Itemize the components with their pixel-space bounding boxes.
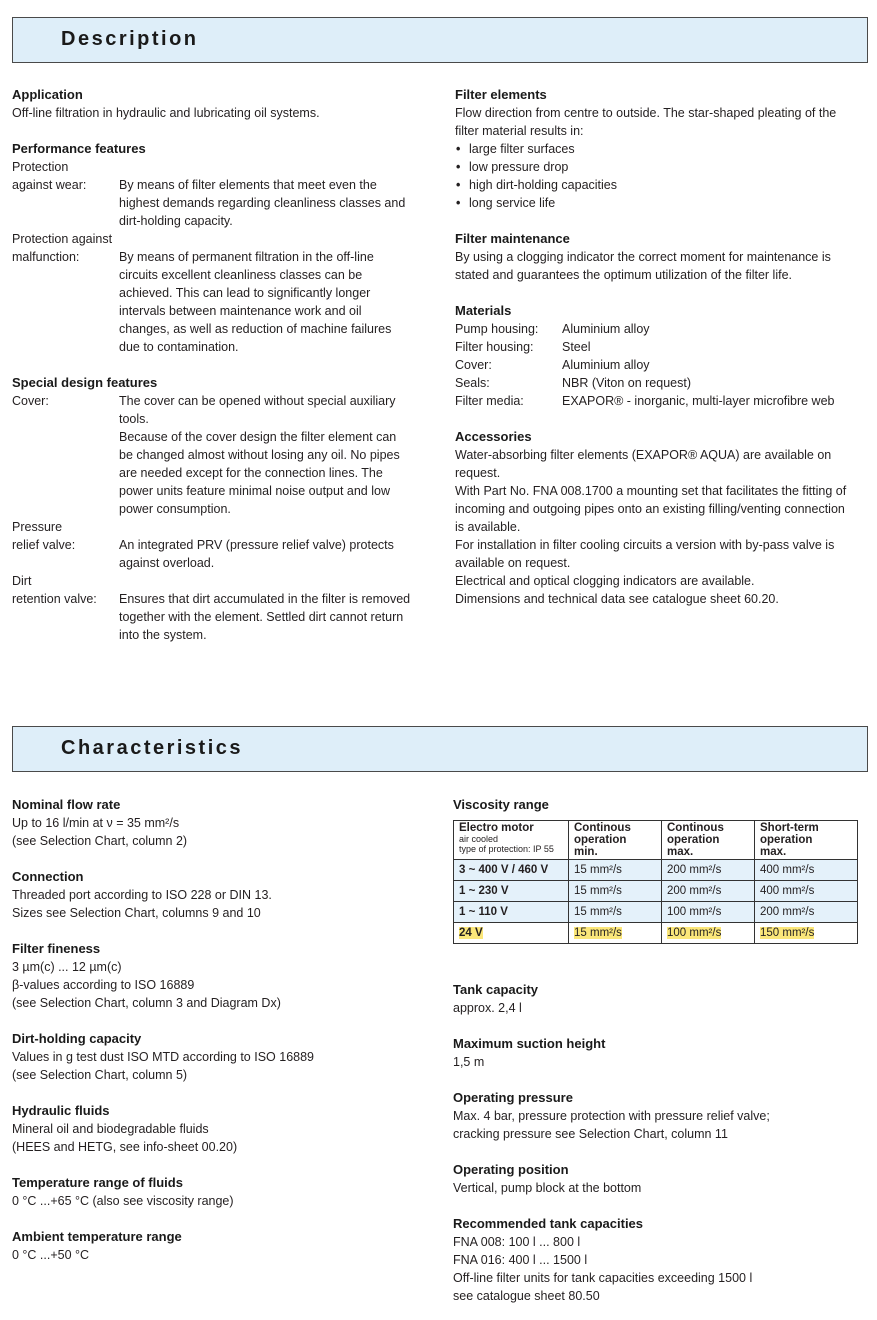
dirt-label-1: Dirt: [12, 574, 32, 588]
char-section: [12, 1102, 432, 1156]
header-line: operation: [667, 834, 720, 846]
fluid-temperature-heading: Temperature range of fluids: [12, 1175, 183, 1190]
special-item-cover: [12, 392, 412, 518]
filter-elements-text: Flow direction from centre to outside. The star-shaped pleating of the filter material results in:: [455, 106, 837, 138]
char-section: [453, 1089, 863, 1143]
materials-row: [455, 392, 857, 410]
accessories-paragraph: For installation in filter cooling circuits a version with by-pass valve is available on request.: [455, 538, 835, 570]
motor-cell: 1 ~ 110 V: [454, 902, 569, 923]
special-item-dirt: [12, 572, 412, 644]
performance-item-wear: [12, 158, 412, 230]
char-section: [12, 1228, 432, 1264]
prv-label-2: relief valve:: [12, 538, 76, 552]
cover-value-2: Because of the cover design the filter element can be changed almost without losing any oil. No pipes are needed except for the connection lines. The power units feature minimal noise output and low power consumption.: [119, 430, 400, 516]
malfunction-label-1: Protection against: [12, 232, 113, 246]
max-cell: 100 mm²/s: [662, 902, 755, 923]
char-line: Values in g test dust ISO MTD according to ISO 16889: [12, 1050, 315, 1064]
char-line: see catalogue sheet 80.50: [453, 1289, 600, 1303]
characteristics-banner: [12, 726, 868, 772]
table-row: [454, 902, 858, 923]
performance-item-malfunction: [12, 230, 412, 356]
accessories-paragraph: With Part No. FNA 008.1700 a mounting set that facilitates the fitting of incoming and outgoing pipes onto an existing filling/venting connection is available.: [455, 484, 847, 534]
char-section: [12, 940, 432, 1012]
materials-row: [455, 320, 857, 338]
suction-height-heading: Maximum suction height: [453, 1036, 606, 1051]
motor-header-title: Electro motor: [459, 822, 534, 834]
char-line: Vertical, pump block at the bottom: [453, 1181, 642, 1195]
filter-fineness-heading: Filter fineness: [12, 941, 101, 956]
max-cell-highlight: 100 mm²/s: [667, 927, 722, 939]
header-line: Short-term: [760, 822, 819, 834]
operating-pressure-heading: Operating pressure: [453, 1090, 573, 1105]
description-left-column: [12, 86, 412, 644]
accessories-paragraph: Water-absorbing filter elements (EXAPOR® AQUA) are available on request.: [455, 448, 832, 480]
flow-rate-heading: Nominal flow rate: [12, 797, 121, 812]
characteristics-left-column: [12, 796, 432, 1264]
malfunction-label-2: malfunction:: [12, 250, 80, 264]
short-cell: 400 mm²/s: [755, 881, 858, 902]
materials-row: [455, 356, 857, 374]
material-value: Aluminium alloy: [562, 358, 650, 372]
header-line: operation: [574, 834, 627, 846]
motor-cell: 1 ~ 230 V: [454, 881, 569, 902]
special-item-prv: [12, 518, 412, 572]
motor-header-sub2: type of protection: IP 55: [459, 844, 554, 854]
material-value: EXAPOR® - inorganic, multi-layer microfibre web: [562, 394, 835, 408]
short-cell-highlight: 150 mm²/s: [760, 927, 815, 939]
char-line: Off-line filter units for tank capacities exceeding 1500 l: [453, 1271, 753, 1285]
char-line: approx. 2,4 l: [453, 1001, 522, 1015]
wear-label-2: against wear:: [12, 178, 87, 192]
material-label: Pump housing:: [455, 322, 539, 336]
char-line: 3 µm(c) ... 12 µm(c): [12, 960, 122, 974]
malfunction-value: By means of permanent filtration in the off-line circuits excellent cleanliness classes can be achieved. This can lead to significantly longer intervals between maintenance work and oil changes, as well as reduction of machine failures due to contamination.: [119, 250, 392, 354]
header-line: operation: [760, 834, 813, 846]
min-header: [569, 821, 662, 860]
table-row: [454, 860, 858, 881]
ambient-temperature-heading: Ambient temperature range: [12, 1229, 182, 1244]
min-cell: 15 mm²/s: [569, 860, 662, 881]
char-section: [12, 796, 432, 850]
material-label: Seals:: [455, 376, 490, 390]
description-title: Description: [61, 28, 199, 50]
dirt-capacity-heading: Dirt-holding capacity: [12, 1031, 142, 1046]
char-section: [453, 1161, 863, 1197]
table-row: [454, 923, 858, 944]
char-line: cracking pressure see Selection Chart, column 11: [453, 1127, 728, 1141]
maintenance-heading: Filter maintenance: [455, 231, 570, 246]
application-heading: Application: [12, 87, 83, 102]
motor-cell: 3 ~ 400 V / 460 V: [454, 860, 569, 881]
motor-header: [454, 821, 569, 860]
cover-label: Cover:: [12, 394, 49, 408]
header-line: Continous: [667, 822, 724, 834]
header-line: max.: [760, 846, 787, 858]
char-section: [12, 868, 432, 922]
min-cell: 15 mm²/s: [569, 881, 662, 902]
operating-position-heading: Operating position: [453, 1162, 569, 1177]
viscosity-heading: Viscosity range: [453, 797, 549, 812]
char-line: Mineral oil and biodegradable fluids: [12, 1122, 209, 1136]
min-cell: 15 mm²/s: [569, 902, 662, 923]
prv-value: An integrated PRV (pressure relief valve) protects against overload.: [119, 538, 394, 570]
char-line: Threaded port according to ISO 228 or DIN 13.: [12, 888, 272, 902]
accessories-heading: Accessories: [455, 429, 532, 444]
char-line: β-values according to ISO 16889: [12, 978, 195, 992]
filter-elements-heading: Filter elements: [455, 87, 547, 102]
material-label: Filter media:: [455, 394, 524, 408]
materials-row: [455, 374, 857, 392]
description-banner: [12, 17, 868, 63]
performance-heading: Performance features: [12, 141, 146, 156]
char-section: [12, 1030, 432, 1084]
list-item: • low pressure drop: [455, 158, 857, 176]
char-line: FNA 016: 400 l ... 1500 l: [453, 1253, 588, 1267]
list-item: • high dirt-holding capacities: [455, 176, 857, 194]
motor-cell-highlight: 24 V: [459, 927, 483, 939]
max-header: [662, 821, 755, 860]
min-cell-highlight: 15 mm²/s: [574, 927, 622, 939]
materials-row: [455, 338, 857, 356]
dirt-label-2: retention valve:: [12, 592, 97, 606]
material-value: Steel: [562, 340, 591, 354]
char-section: [12, 1174, 432, 1210]
list-item: • long service life: [455, 194, 857, 212]
short-cell: 200 mm²/s: [755, 902, 858, 923]
accessories-paragraph: Dimensions and technical data see catalogue sheet 60.20.: [455, 592, 779, 606]
char-line: (see Selection Chart, column 2): [12, 834, 188, 848]
material-value: NBR (Viton on request): [562, 376, 691, 390]
header-line: max.: [667, 846, 694, 858]
char-line: 0 °C ...+65 °C (also see viscosity range): [12, 1194, 234, 1208]
max-cell: 200 mm²/s: [662, 860, 755, 881]
characteristics-right-lower: [453, 981, 863, 1305]
viscosity-table: [453, 820, 858, 944]
char-line: (HEES and HETG, see info-sheet 00.20): [12, 1140, 238, 1154]
char-section: [453, 1215, 863, 1305]
wear-label-1: Protection: [12, 160, 69, 174]
char-section: [453, 1035, 863, 1071]
prv-label-1: Pressure: [12, 520, 63, 534]
maintenance-text: By using a clogging indicator the correct moment for maintenance is stated and guarantees the optimum utilization of the filter life.: [455, 250, 831, 282]
table-row: [454, 881, 858, 902]
characteristics-right-column: [453, 796, 863, 944]
materials-heading: Materials: [455, 303, 512, 318]
short-term-header: [755, 821, 858, 860]
char-line: (see Selection Chart, column 5): [12, 1068, 188, 1082]
char-line: FNA 008: 100 l ... 800 l: [453, 1235, 581, 1249]
connection-heading: Connection: [12, 869, 84, 884]
header-line: min.: [574, 846, 598, 858]
header-line: Continous: [574, 822, 631, 834]
char-section: [453, 981, 863, 1017]
char-line: Sizes see Selection Chart, columns 9 and 10: [12, 906, 261, 920]
hydraulic-fluids-heading: Hydraulic fluids: [12, 1103, 110, 1118]
characteristics-title: Characteristics: [61, 737, 244, 759]
list-item: • large filter surfaces: [455, 140, 857, 158]
application-text: Off-line filtration in hydraulic and lubricating oil systems.: [12, 106, 320, 120]
wear-value: By means of filter elements that meet even the highest demands regarding cleanliness classes and dirt-holding capacity.: [119, 178, 406, 228]
material-label: Filter housing:: [455, 340, 534, 354]
material-value: Aluminium alloy: [562, 322, 650, 336]
viscosity-header-row: [454, 821, 858, 860]
cover-value-1: The cover can be opened without special auxiliary tools.: [119, 394, 396, 426]
char-line: (see Selection Chart, column 3 and Diagram Dx): [12, 996, 281, 1010]
char-line: 1,5 m: [453, 1055, 485, 1069]
short-cell: 400 mm²/s: [755, 860, 858, 881]
special-design-heading: Special design features: [12, 375, 158, 390]
accessories-paragraph: Electrical and optical clogging indicators are available.: [455, 574, 755, 588]
motor-header-sub1: air cooled: [459, 834, 499, 844]
tank-capacity-heading: Tank capacity: [453, 982, 539, 997]
description-right-column: [455, 86, 857, 608]
max-cell: 200 mm²/s: [662, 881, 755, 902]
tank-capacities-heading: Recommended tank capacities: [453, 1216, 644, 1231]
char-line: Max. 4 bar, pressure protection with pressure relief valve;: [453, 1109, 770, 1123]
filter-elements-bullets: [455, 140, 857, 212]
char-line: Up to 16 l/min at ν = 35 mm²/s: [12, 816, 180, 830]
material-label: Cover:: [455, 358, 492, 372]
char-line: 0 °C ...+50 °C: [12, 1248, 90, 1262]
dirt-value: Ensures that dirt accumulated in the filter is removed together with the element. Settled dirt cannot return into the system.: [119, 592, 411, 642]
